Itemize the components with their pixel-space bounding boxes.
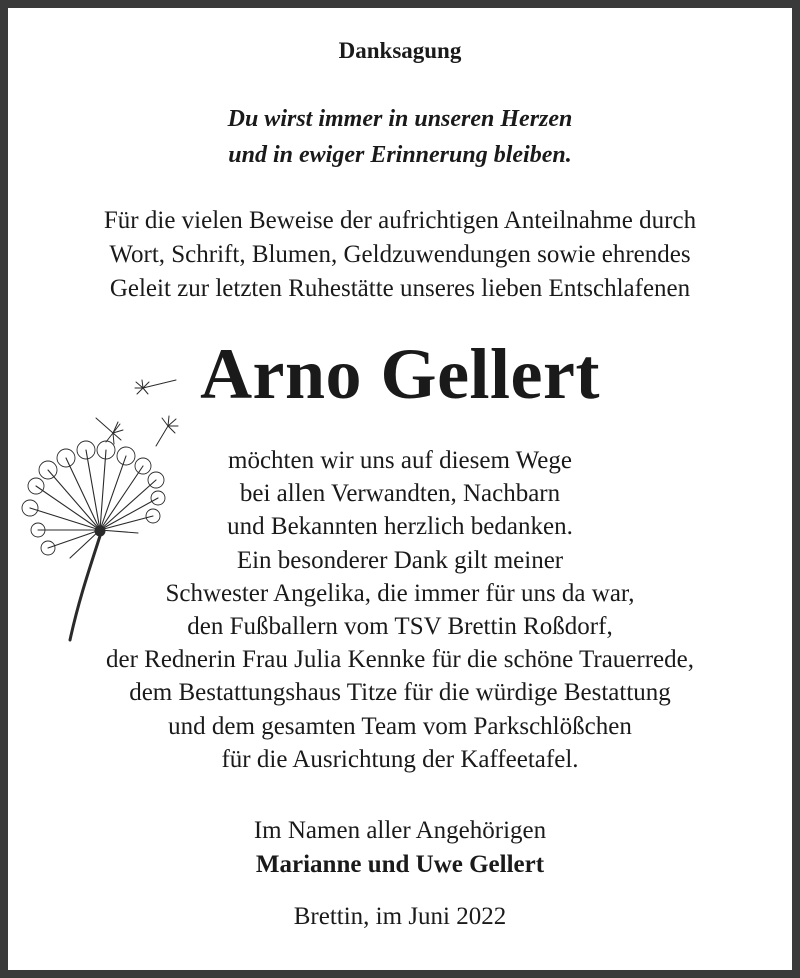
intro-line: Wort, Schrift, Blumen, Geldzuwendungen sowie ehrendes: [109, 241, 691, 268]
thanks-line: Ein besonderer Dank gilt meiner: [236, 546, 564, 574]
intro-line: Geleit zur letzten Ruhestätte unseres lieben Entschlafenen: [109, 275, 691, 302]
deceased-name: Arno Gellert: [200, 334, 600, 414]
thanks-line: bei allen Verwandten, Nachbarn: [239, 480, 561, 508]
thanks-line: und dem gesamten Team vom Parkschlößchen: [168, 712, 632, 740]
thanks-line: möchten wir uns auf diesem Wege: [228, 447, 572, 474]
signature-intro: Im Namen aller Angehörigen: [253, 817, 547, 844]
thanks-line: den Fußballern vom TSV Brettin Roßdorf,: [187, 613, 613, 641]
intro-text: [8, 204, 792, 306]
signature-names: Marianne und Uwe Gellert: [255, 851, 545, 878]
motto-line: Du wirst immer in unseren Herzen: [227, 106, 573, 132]
obituary-notice: [8, 8, 792, 970]
motto-line: und in ewiger Erinnerung bleiben.: [228, 142, 572, 168]
signature-block: [8, 814, 792, 882]
place-date: Brettin, im Juni 2022: [293, 903, 507, 930]
notice-heading: Danksagung: [338, 38, 462, 63]
thanks-text: [8, 444, 792, 776]
thanks-line: für die Ausrichtung der Kaffeetafel.: [221, 745, 579, 773]
intro-line: Für die vielen Beweise der aufrichtigen Anteilnahme durch: [103, 207, 697, 234]
thanks-line: dem Bestattungshaus Titze für die würdige Bestattung: [129, 679, 671, 707]
motto: [8, 101, 792, 173]
thanks-line: der Rednerin Frau Julia Kennke für die schöne Trauerrede,: [105, 646, 694, 674]
thanks-line: Schwester Angelika, die immer für uns da war,: [165, 579, 635, 607]
thanks-line: und Bekannten herzlich bedanken.: [227, 513, 573, 541]
